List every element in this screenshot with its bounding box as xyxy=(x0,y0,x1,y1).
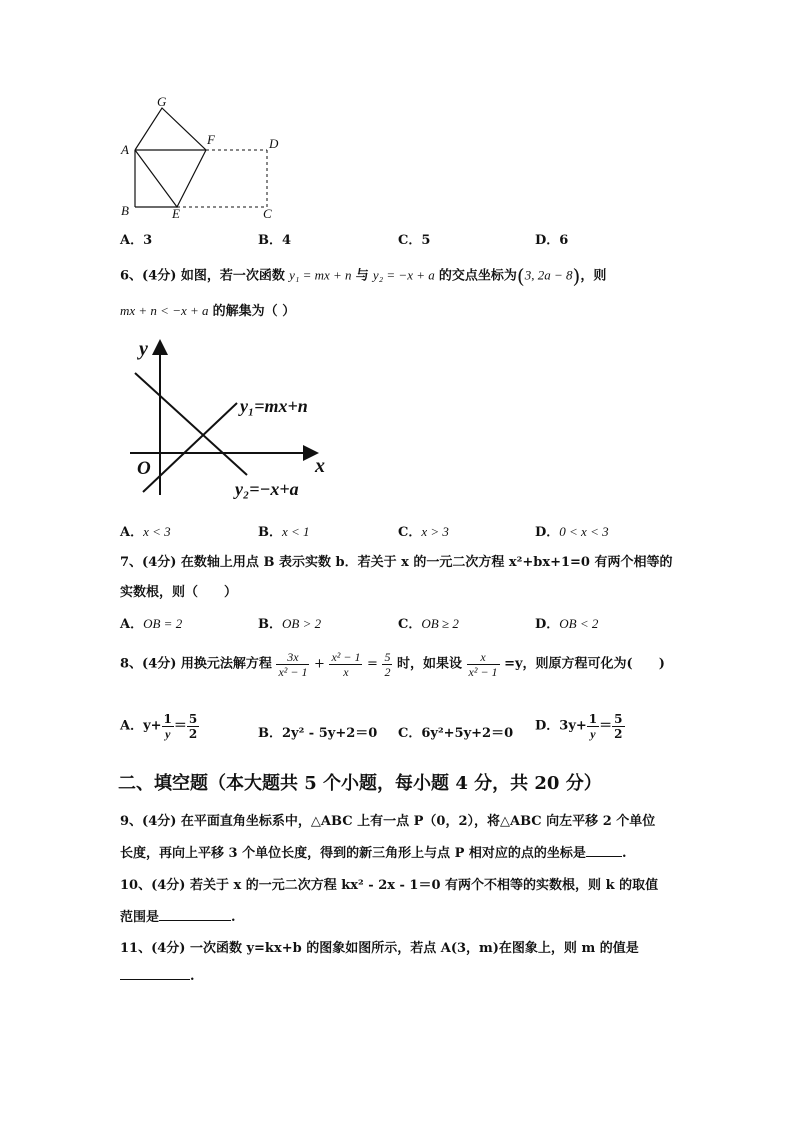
q6-y2: y₂ = −x + a xyxy=(372,267,435,283)
q8-fraction-1 xyxy=(276,650,309,679)
label-f: F xyxy=(207,132,215,147)
q6-coord-open: ( xyxy=(516,264,525,288)
q7-option-a-letter: A． xyxy=(120,617,144,632)
q7-option-d-value: OB < 2 xyxy=(559,616,599,631)
q8-f2-num: x² − 1 xyxy=(331,650,361,664)
q6-stem-line2 xyxy=(120,300,295,319)
label-b: B xyxy=(121,203,129,218)
q8-option-d-rnum: 5 xyxy=(614,712,623,726)
solid-outline xyxy=(135,108,206,207)
q5-option-a[interactable]: A．3 xyxy=(120,233,153,248)
q5-geometry-figure xyxy=(115,95,295,220)
q6-option-a-letter: A． xyxy=(120,525,144,540)
origin-label: O xyxy=(137,458,151,479)
q8-option-c[interactable]: C．6y²+5y+2＝0 xyxy=(398,726,514,741)
q8-stem xyxy=(120,650,665,679)
q8-option-a-frac xyxy=(162,712,174,741)
q8-fraction-3 xyxy=(382,650,392,679)
q8-option-a[interactable] xyxy=(120,712,199,741)
q10-stem-line2 xyxy=(120,906,236,925)
q6-option-b[interactable] xyxy=(258,521,310,540)
label-d: D xyxy=(269,136,279,151)
x-axis-label: x xyxy=(315,455,325,477)
q8-option-d-eq: ＝ xyxy=(599,718,613,734)
q6-number: 6、(4分) 如图，若一次函数 xyxy=(120,268,285,284)
q6-graph xyxy=(125,335,345,505)
q7-option-b-value: OB > 2 xyxy=(282,616,322,631)
q8-option-d-frac xyxy=(587,712,599,741)
line-y2 xyxy=(135,373,247,475)
q6-coord: 3, 2a − 8 xyxy=(524,267,573,283)
q7-stem-line2: 实数根，则（ ） xyxy=(120,585,238,600)
q6-coord-close: ) xyxy=(572,264,581,288)
q11-stem-line2 xyxy=(120,969,195,984)
q7-option-b-letter: B． xyxy=(258,617,282,632)
q6-option-c-letter: C． xyxy=(398,525,422,540)
label-c: C xyxy=(263,206,272,221)
q5-option-b[interactable]: B．4 xyxy=(258,233,292,248)
q8-fraction-4 xyxy=(467,650,500,679)
q5-option-d[interactable]: D．6 xyxy=(535,233,569,248)
q11-end: . xyxy=(190,969,195,984)
line-y1 xyxy=(143,403,237,492)
q6-inequality: mx + n < −x + a xyxy=(120,303,209,318)
q8-option-a-eq: ＝ xyxy=(173,718,187,734)
q7-option-d[interactable] xyxy=(535,613,598,632)
q8-f1-den: x² − 1 xyxy=(278,665,308,679)
q6-option-c-value: x > 3 xyxy=(421,524,449,539)
q8-f4-den: x² − 1 xyxy=(468,665,498,679)
y-axis-label: y xyxy=(139,338,148,360)
q8-option-a-rden: 2 xyxy=(188,727,198,741)
q10-line2-text: 范围是 xyxy=(120,910,160,925)
q7-option-c-value: OB ≥ 2 xyxy=(421,616,459,631)
q9-line2-text: 长度，再向上平移 3 个单位长度，得到的新三角形上与点 P 相对应的点的坐标是 xyxy=(120,846,586,861)
q8-option-d[interactable] xyxy=(535,712,625,741)
q8-mid2: =y，则原方程可化为( ) xyxy=(504,656,665,672)
q11-stem-line1: 11、(4分) 一次函数 y=kx+b 的图象如图所示，若点 A(3，m)在图象上，则 m 的值是 xyxy=(120,941,639,956)
q8-f3-den: 2 xyxy=(384,665,391,679)
q8-fraction-2 xyxy=(329,650,362,679)
q8-lead: 8、(4分) 用换元法解方程 xyxy=(120,656,272,672)
line-y1-label: y₁=mx+n xyxy=(240,396,308,416)
q8-f2-den: x xyxy=(343,665,349,679)
q5-option-c[interactable]: C．5 xyxy=(398,233,431,248)
q6-option-a-value: x < 3 xyxy=(143,524,171,539)
q6-option-d[interactable] xyxy=(535,521,609,540)
q8-option-a-den: y xyxy=(165,727,171,741)
q7-stem-line1: 7、(4分) 在数轴上用点 B 表示实数 b．若关于 x 的一元二次方程 x²+bx+1=0 有两个相等的 xyxy=(120,555,673,570)
q6-option-a[interactable] xyxy=(120,521,171,540)
label-e: E xyxy=(172,206,180,221)
q10-end: . xyxy=(231,910,236,925)
q6-option-d-letter: D． xyxy=(535,525,560,540)
q9-stem-line1: 9、(4分) 在平面直角坐标系中，△ABC 上有一点 P（0，2），将△ABC 向左平移 2 个单位 xyxy=(120,814,656,829)
q9-answer-blank[interactable] xyxy=(586,856,622,857)
q8-f1-num: 3x xyxy=(276,650,309,665)
q6-stem-line1 xyxy=(120,264,606,288)
q6-tail2: ，则 xyxy=(580,268,607,284)
q8-option-d-num: 1 xyxy=(588,712,598,726)
q8-option-d-rfrac xyxy=(612,712,624,741)
q8-option-d-den: y xyxy=(590,727,596,741)
section-2-title: 二、填空题（本大题共 5 个小题，每小题 4 分，共 20 分） xyxy=(118,773,602,794)
q6-ineq-tail: 的解集为（ ） xyxy=(212,304,296,319)
q7-option-d-letter: D． xyxy=(535,617,560,632)
line-y2-label: y₂=−x+a xyxy=(235,479,299,499)
q8-option-a-lead: A．y+ xyxy=(120,718,162,734)
q8-option-a-rnum: 5 xyxy=(188,712,198,726)
q6-tail: 的交点坐标为 xyxy=(438,268,517,284)
q6-option-d-value: 0 < x < 3 xyxy=(559,524,609,539)
q8-f3-num: 5 xyxy=(384,650,391,664)
q7-option-c-letter: C． xyxy=(398,617,422,632)
q7-option-c[interactable] xyxy=(398,613,459,632)
q8-f4-num: x xyxy=(467,650,500,665)
q9-end: . xyxy=(621,846,627,861)
q10-stem-line1: 10、(4分) 若关于 x 的一元二次方程 kx² - 2x - 1＝0 有两个不相等的实数根，则 k 的取值 xyxy=(120,878,659,893)
q6-option-b-value: x < 1 xyxy=(282,524,310,539)
q11-answer-blank[interactable] xyxy=(120,979,190,980)
q9-stem-line2 xyxy=(120,842,626,861)
q6-y1: y₁ = mx + n xyxy=(289,267,352,283)
q10-answer-blank[interactable] xyxy=(159,920,231,921)
q8-option-a-rfrac xyxy=(187,712,199,741)
q6-mid: 与 xyxy=(355,268,369,284)
q7-option-a[interactable] xyxy=(120,613,182,632)
q6-option-c[interactable] xyxy=(398,521,449,540)
q6-option-b-letter: B． xyxy=(258,525,282,540)
q8-mid: 时，如果设 xyxy=(396,656,462,672)
q8-option-a-num: 1 xyxy=(163,712,172,726)
q8-equals: = xyxy=(367,656,378,672)
q8-option-d-lead: D．3y+ xyxy=(535,718,587,734)
label-a: A xyxy=(121,142,129,157)
q7-option-a-value: OB = 2 xyxy=(143,616,183,631)
q7-option-b[interactable] xyxy=(258,613,321,632)
q8-plus: + xyxy=(314,656,325,672)
q8-option-b[interactable]: B．2y² - 5y+2＝0 xyxy=(258,726,378,741)
label-g: G xyxy=(157,94,167,109)
q8-option-d-rden: 2 xyxy=(614,727,623,741)
